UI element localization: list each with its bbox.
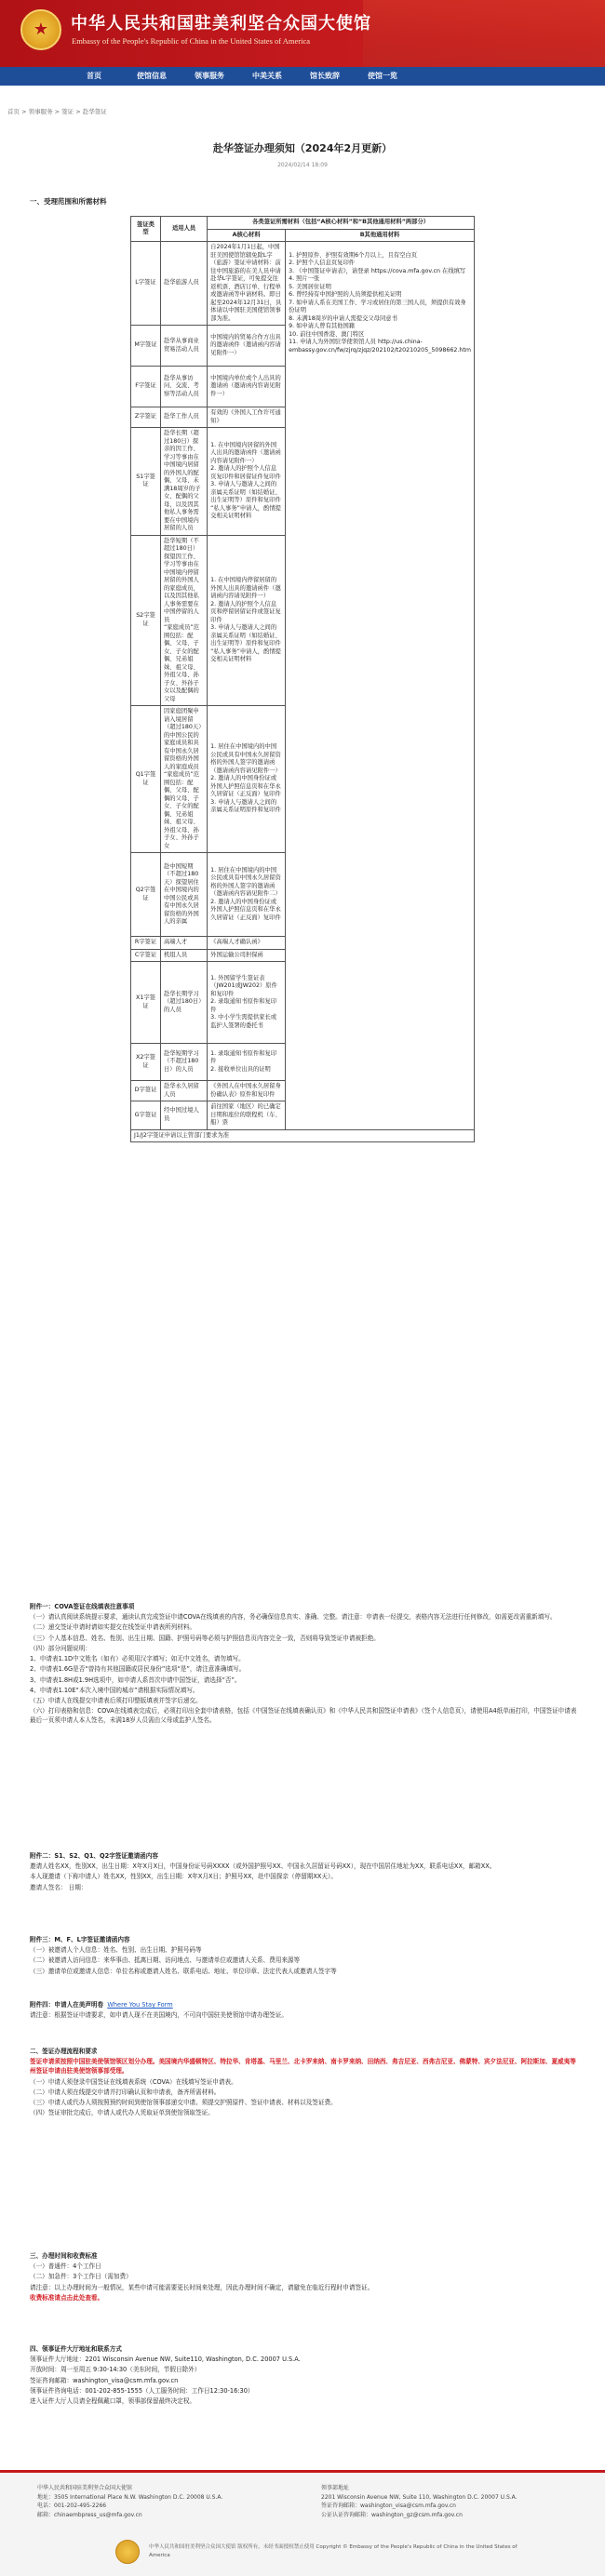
footer-embassy-contact: [37, 2484, 222, 2519]
visa-type: Q2字签证: [131, 853, 161, 937]
attachment-2-line: 邀请人签名： 日期：: [30, 1883, 87, 1891]
core-material: 1. 在中国境内居留的外国人出具的邀请函件（邀请函内容请见附件一） 2. 邀请人的护照个人信息页复印件和居留证件复印件 3. 申请人与邀请人之间的亲属关系证明（如结婚证、出生证明等）原件和复印件 “私人事务”申请人，酌情提交相关证明材料: [208, 428, 286, 536]
publish-date: 2024/02/14 18:09: [277, 162, 328, 168]
applicant-desc: 高端人才: [161, 937, 208, 950]
visa-type: Q1字签证: [131, 706, 161, 853]
visa-type: D字签证: [131, 1081, 161, 1101]
site-subtitle: Embassy of the People's Republic of China in the United States of America: [72, 36, 311, 46]
visa-type: L字签证: [131, 242, 161, 326]
attachment-4-title: 附件四：申请人在美声明卷: [30, 2001, 104, 2009]
site-footer: [0, 2470, 605, 2576]
visa-type: S1字签证: [131, 428, 161, 536]
attachment-1-line: （一）请认真阅读系统提示要求，通读认真完成签证申请COVA在线填表的内容，务必确保信息真实、准确、完整。请注意：申请表一经提交，表格内容无法进行任何修改，如需更改需重新填写。: [30, 1613, 557, 1622]
col-general-materials: B其他通用材料: [286, 229, 475, 242]
site-header: [0, 0, 605, 67]
section-4-title: 四、领事证件大厅地址和联系方式: [30, 2345, 122, 2353]
attachment-1: [30, 1602, 581, 1727]
section-3: [30, 2251, 581, 2303]
section-3-title: 三、办理时间和收费标准: [30, 2252, 98, 2260]
footer-consular-contact: [321, 2484, 518, 2519]
col-materials: 各类签证所需材料（包括“A核心材料”和“B其他通用材料”两部分）: [208, 217, 475, 230]
attachment-3-line: （一）被邀请人个人信息：姓名、性别、出生日期、护照号码等: [30, 1946, 202, 1955]
section-4-line: 领事证件咨询电话：001-202-855-1555（人工服务时间：工作日12:30-16:30）: [30, 2386, 254, 2395]
section-1-title: 一、受理范围和所需材料: [30, 197, 107, 206]
nav-overview[interactable]: 使馆一览: [368, 72, 397, 80]
section-4-line: 开放时间：周一至周五 9:30-14:30（美东时间，节假日除外）: [30, 2366, 201, 2374]
section-4-line: 签证咨询邮箱：washington_visa@csm.mfa.gov.cn: [30, 2376, 179, 2384]
attachment-1-line: 3、申请表1.8H或1.9H选项中，如申请人系首次申请中国签证，请选择“否”。: [30, 1675, 241, 1684]
attachment-2-line: 本人现邀请（下称申请人）姓名XX，性别XX，出生日期：X年X月X日；护照号XX，赴中国探亲（停留期XX天）。: [30, 1873, 337, 1881]
footer-line: 中华人民共和国驻美利坚合众国大使馆: [37, 2485, 133, 2491]
footer-line: 2201 Wisconsin Avenue NW, Suite 110, Washington D.C. 20007 U.S.A.: [321, 2493, 518, 2501]
attachment-3-line: （二）被邀请人访问信息：来华事由、抵离日期、访问地点、与邀请单位或邀请人关系、费用来源等: [30, 1956, 301, 1965]
visa-type: X2字签证: [131, 1044, 161, 1081]
visa-type: X1字签证: [131, 962, 161, 1044]
core-material: 《高端人才确认函》: [208, 937, 286, 950]
visa-type: F字签证: [131, 367, 161, 407]
section-2-line: （四）签证审批完成后，申请人或代办人凭取证单到使馆领取签证。: [30, 2109, 214, 2117]
national-emblem-icon[interactable]: ★: [20, 9, 61, 50]
col-applicants: 适用人员: [161, 217, 208, 242]
attachment-1-line: （三）个人基本信息、姓名、性别、出生日期、国籍、护照号码等必须与护照信息页内容完全一致，否则将导致签证申请被拒绝。: [30, 1634, 380, 1642]
section-3-line: （一）普通件：4个工作日: [30, 2262, 101, 2271]
attachment-2: [30, 1851, 581, 1893]
applicant-desc: 因家庭团聚申请入境居留（超过180天）的中国公民的家庭成员和具有中国永久居留资格的外国人的家庭成员 “家庭成员”范围包括：配偶、父母、配偶的父母、子女、子女的配偶、兄弟姐妹、祖父母、外祖父母、孙子女、外孙子女: [161, 706, 208, 853]
nav-home[interactable]: 首页: [87, 72, 101, 80]
table-row: [131, 242, 475, 326]
applicant-desc: 赴华工作人员: [161, 407, 208, 428]
footer-line: 领事部地址: [321, 2485, 350, 2491]
visa-type: R字签证: [131, 937, 161, 950]
core-material: 1. 在中国境内停留居留的外国人出具的邀请函件（邀请函内容请见附件一） 2. 邀请人的护照个人信息页和停留居留证件或签证复印件 3. 申请人与邀请人之间的亲属关系证明（如结婚证、出生证明等）原件和复印件 “私人事务”申请人，酌情提交相关证明材料: [208, 535, 286, 706]
attachment-2-line: 邀请人姓名XX，性别XX，出生日期：X年X月X日，中国身份证号码XXXX（或外国护照号XX、中国永久居留证号码XX），现在中国居住地址为XX，联系电话XX，邮箱XX。: [30, 1862, 496, 1871]
applicant-desc: 赴华长期（超过180日）探亲的因工作、学习等事由在中国境内居留的外国人的配偶、父母、未满18周岁的子女、配偶的父母，以及因其他私人事务需要在中国境内居留的人员: [161, 428, 208, 536]
applicant-desc: 赴华短期学习（不超过180日）的人员: [161, 1044, 208, 1081]
applicant-desc: 机组人员: [161, 949, 208, 962]
applicant-desc: 赴华长期学习（超过180日）的人员: [161, 962, 208, 1044]
attachment-1-line: 4、申请表1.10E“本次入境中国的城市”请根据实际情况填写。: [30, 1686, 199, 1694]
section-2: [30, 2047, 581, 2119]
visa-requirements-table: [130, 216, 475, 1142]
attachment-1-line: 2、申请表1.6G是否“曾持有其他国籍或居民身份”选项“是”，请注意准确填写。: [30, 1665, 246, 1674]
core-material: 前往国家（地区）的已确定日期和座位的联程机（车、船）票: [208, 1101, 286, 1130]
attachment-1-title: 附件一：COVA签证在线填表注意事项: [30, 1603, 135, 1610]
core-material: 1. 居住在中国境内的中国公民或具有中国永久居留资格的外国人签字的邀请函（邀请函内容请见附件二） 2. 邀请人的中国身份证或外国人护照信息页和在华永久居留证（正反面）复印件: [208, 853, 286, 937]
attachment-1-line: （四）部分问题说明：: [30, 1644, 91, 1652]
applicant-desc: 赴华从事访问、交流、考察等活动人员: [161, 367, 208, 407]
applicant-desc: 赴华永久居留人员: [161, 1081, 208, 1101]
applicant-desc: 经中国过境人员: [161, 1101, 208, 1130]
section-2-line: （一）申请人须登录中国签证在线填表系统（COVA）在线填写签证申请表。: [30, 2077, 237, 2086]
main-nav: [0, 67, 605, 86]
section-3-line: 请注意：以上办理时间为一般情况，某些申请可能需要更长时间来处理，因此办理时间不确定，请避免在临近行程时申请签证。: [30, 2283, 374, 2291]
visa-type: C字签证: [131, 949, 161, 962]
attachment-1-line: （二）递交签证申请时请如实提交在线签证申请表所列材料。: [30, 1623, 196, 1632]
general-materials-text[interactable]: 1. 护照原件、护照有效期6个月以上，且有空白页 2. 护照个人信息页复印件 3. 《中国签证申请表》，请登录 https://cova.mfa.gov.cn 在线填写 4. 照片一张 5. 美国居住证明 6. 曾经持有中国护照的人员须提供相关证明 7. 如申请人系在美国工作、学习或居住的第三国人员，须提供有效身份证明 8. 未满18周岁的申请人需提交父母同意书 9. 如申请人曾有其他国籍 10. 前往中国香港、澳门特区 11. 申请人为外国驻华使领馆人员 http://us.china-embassy.gov.cn/fw/zjrq/zjqz/202102/t20210205_5098662.htm: [289, 251, 471, 354]
applicant-desc: 赴华旅游人员: [161, 242, 208, 326]
nav-consular-services[interactable]: 领事服务: [195, 72, 224, 80]
site-title[interactable]: 中华人民共和国驻美利坚合众国大使馆: [71, 14, 371, 33]
nav-embassy-info[interactable]: 使馆信息: [137, 72, 167, 80]
footer-line: 公证认证咨询邮箱：washington_gz@csm.mfa.gov.cn: [321, 2511, 463, 2518]
footer-emblem-icon: [115, 2540, 140, 2564]
nav-ambassador[interactable]: 馆长致辞: [310, 72, 340, 80]
section-2-title: 二、签证办理流程和要求: [30, 2048, 98, 2055]
core-material: 中国境内单位或个人出具的邀请函（邀请函内容请见附件一）: [208, 367, 286, 407]
general-materials: [286, 242, 475, 1130]
footer-copyright: 中华人民共和国驻美利坚合众国大使馆 版权所有，未经书面授权禁止使用 Copyright © Embassy of the People's Republic of China in the United States of America: [149, 2544, 518, 2558]
section-2-line: （二）申请人须在线提交申请并打印确认页和申请表，备齐所需材料。: [30, 2088, 221, 2096]
consular-district-notice: 签证申请须按照中国驻美使领馆领区划分办理。美国境内华盛顿特区、特拉华、肯塔基、马里兰、北卡罗来纳、南卡罗来纳、田纳西、弗吉尼亚、西弗吉尼亚、佛蒙特、宾夕法尼亚、阿拉斯加、夏威夷等州签证申请由驻美使馆领事部受理。: [30, 2058, 576, 2075]
section-4-line: 领事证件大厅地址：2201 Wisconsin Avenue NW, Suite110, Washington, D.C. 20007 U.S.A.: [30, 2356, 301, 2364]
section-2-line: （三）申请人或代办人须按照预约时间到使馆领事部递交申请。须提交护照原件、签证申请表、材料以及签证费。: [30, 2099, 337, 2107]
core-material: 1. 居住在中国境内的中国公民或具有中国永久居留资格的外国人签字的邀请函（邀请函内容请见附件一） 2. 邀请人的中国身份证或外国人护照信息页和在华永久居留证（正反面）复印件 3. 申请人与邀请人之间的亲属关系证明原件和复印件: [208, 706, 286, 853]
col-visa-type: 签证类型: [131, 217, 161, 242]
breadcrumb[interactable]: 首页 > 领事服务 > 签证 > 赴华签证: [7, 108, 107, 115]
footer-line: 电话：001-202-495-2266: [37, 2503, 107, 2510]
attachment-1-line: 1、申请表1.1D中文姓名（如有）必须用汉字填写；如无中文姓名，请勿填写。: [30, 1655, 245, 1663]
core-material: 中国境内的贸易合作方出具的邀请函件（邀请函内容请见附件一）: [208, 326, 286, 367]
visa-type: G字签证: [131, 1101, 161, 1130]
table-note-row: [131, 1129, 475, 1142]
footer-line: 邮箱：chinaembpress_us@mfa.gov.cn: [37, 2511, 142, 2518]
visa-type: S2字签证: [131, 535, 161, 706]
col-core-materials: A核心材料: [208, 229, 286, 242]
core-material: 有效的《外国人工作许可通知》: [208, 407, 286, 428]
applicant-desc: 赴华短期（不超过180日）探望因工作、学习等事由在中国境内停留居留的外国人的家庭成员，以及因其他私人事务需要在中国停留的人员 “家庭成员”范围包括：配偶、父母、子女、子女的配偶、兄弟姐妹、祖父母、外祖父母、孙子女、外孙子女以及配偶的父母: [161, 535, 208, 706]
core-material: 自2024年1月1日起，中国驻美国使馆馆辖免除L字（旅游）签证申请材料：前往中国旅游的在美人员申请赴华L字签证，可免提交往返机票、酒店订单、行程单或邀请函等申请材料。即日起至2024年12月31日，具体请以中国驻美国使馆领事部为准。: [208, 242, 286, 326]
applicant-desc: 赴中国短期（不超过180天）探望居住在中国境内的中国公民或具有中国永久居留资格的外国人的亲属: [161, 853, 208, 937]
footer-line: 地址：3505 International Place N.W. Washington D.C. 20008 U.S.A.: [37, 2493, 223, 2501]
attachment-1-line: （五）申请人在线提交申请表后须打印整版填表并签字后递交。: [30, 1696, 202, 1704]
section-4-line: 进入证件大厅人员请全程佩戴口罩，领事部保留最终决定权。: [30, 2397, 196, 2406]
table-note: J1/J2字签证申请以主管部门要求为准: [131, 1129, 475, 1142]
visa-type: Z字签证: [131, 407, 161, 428]
nav-relations[interactable]: 中美关系: [252, 72, 282, 80]
where-you-stay-link[interactable]: Where You Stay Form: [107, 2001, 173, 2009]
attachment-4: [30, 2000, 581, 2021]
attachment-3: [30, 1935, 581, 1977]
table-header-row: [131, 217, 475, 230]
core-material: 外国运输公司担保函: [208, 949, 286, 962]
attachment-4-line: 请注意：根据签证申请要求，如申请人现不在美国境内，不可向中国驻美使领馆申请办理签证。: [30, 2011, 288, 2020]
attachment-3-line: （三）邀请单位或邀请人信息：单位名称或邀请人姓名、联系电话、地址、单位印章、法定代表人或邀请人签字等: [30, 1967, 337, 1975]
core-material: 1. 外国留学生签证表（JW201或JW202）原件和复印件 2. 录取通知书原件和复印件 3. 中小学生需提供家长或监护人签署的委托书: [208, 962, 286, 1044]
visa-type: M字签证: [131, 326, 161, 367]
core-material: 《外国人在中国永久居留身份确认表》原件和复印件: [208, 1081, 286, 1101]
footer-line: 签证咨询邮箱：washington_visa@csm.mfa.gov.cn: [321, 2503, 456, 2510]
attachment-3-title: 附件三：M、F、L字签证邀请函内容: [30, 1936, 130, 1943]
attachment-1-line: （六）打印表格和信息：COVA在线填表完成后，必须打印出全套申请表格，包括《中国签证在线填表确认页》和《中华人民共和国签证申请表》（签个人信息页），请使用A4纸单面打印，中国签证申请表最后一页须申请人本人签名，未满18岁人员需由父母或监护人签名。: [30, 1707, 577, 1725]
great-wall-banner: [363, 0, 605, 67]
attachment-2-title: 附件二：S1、S2、Q1、Q2字签证邀请函内容: [30, 1852, 158, 1860]
applicant-desc: 赴华从事商业贸易活动人员: [161, 326, 208, 367]
page-title: 赴华签证办理须知（2024年2月更新）: [212, 142, 393, 154]
core-material: 1. 录取通知书原件和复印件 2. 接收单位出具的证明: [208, 1044, 286, 1081]
fee-standard-link[interactable]: 收费标准请点击此处查看。: [30, 2293, 104, 2302]
section-4: [30, 2344, 581, 2407]
section-3-line: （二）加急件：3个工作日（需加费）: [30, 2273, 132, 2281]
